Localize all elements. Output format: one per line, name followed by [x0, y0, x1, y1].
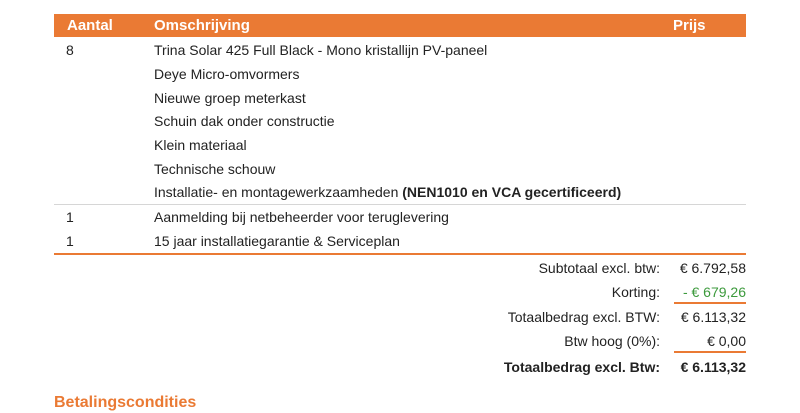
list-item: Trina Solar 425 Full Black - Mono kristallijn PV-paneel — [154, 42, 488, 58]
list-item — [154, 183, 621, 201]
total-excl-value: € 6.113,32 — [680, 309, 746, 325]
discount-rule — [674, 302, 746, 304]
subtotal-label: Subtotaal excl. btw: — [538, 260, 660, 276]
header-qty: Aantal — [67, 17, 113, 34]
table-bottom-rule — [54, 253, 746, 255]
installation-text: Installatie- en montagewerkzaamheden — [154, 184, 403, 200]
subtotal-value: € 6.792,58 — [679, 260, 746, 276]
grand-total-label: Totaalbedrag excl. Btw: — [503, 359, 660, 375]
certification-text: (NEN1010 en VCA gecertificeerd) — [402, 184, 622, 200]
list-item: Klein materiaal — [154, 137, 247, 153]
grand-total-value: € 6.113,32 — [680, 359, 746, 375]
list-item: Nieuwe groep meterkast — [154, 90, 306, 106]
discount-value: - € 679,26 — [682, 284, 746, 300]
row-qty: 1 — [66, 209, 74, 225]
discount-label: Korting: — [611, 284, 660, 300]
vat-label: Btw hoog (0%): — [564, 333, 660, 349]
vat-rule — [674, 351, 746, 353]
vat-value: € 0,00 — [707, 333, 746, 349]
row-qty: 1 — [66, 233, 74, 249]
group-qty: 8 — [66, 42, 74, 58]
header-description: Omschrijving — [154, 17, 250, 34]
table-header — [54, 14, 746, 37]
table-row: 15 jaar installatiegarantie & Serviceplan — [154, 233, 400, 249]
payment-conditions-title: Betalingscondities — [54, 394, 197, 411]
total-excl-label: Totaalbedrag excl. BTW: — [507, 309, 660, 325]
row-divider — [54, 204, 746, 205]
table-row: Aanmelding bij netbeheerder voor teruglevering — [154, 209, 449, 225]
header-price: Prijs — [673, 17, 706, 34]
list-item: Deye Micro-omvormers — [154, 66, 300, 82]
list-item: Schuin dak onder constructie — [154, 113, 335, 129]
list-item: Technische schouw — [154, 161, 276, 177]
